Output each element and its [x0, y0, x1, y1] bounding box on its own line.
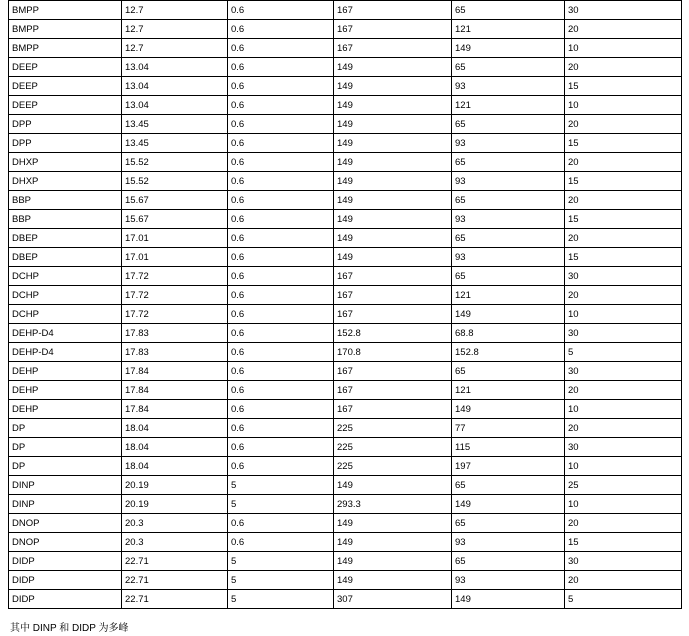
table-cell-compound: DBEP — [9, 229, 122, 248]
table-cell-collision_energy: 10 — [565, 457, 682, 476]
table-cell-qual_ion: 65 — [452, 58, 565, 77]
table-row — [9, 419, 682, 438]
table-cell-value3: 0.6 — [228, 324, 334, 343]
table-cell-retention_time: 15.52 — [122, 172, 228, 191]
table-cell-quant_ion: 149 — [334, 571, 452, 590]
table-cell-qual_ion: 152.8 — [452, 343, 565, 362]
table-cell-value3: 0.6 — [228, 134, 334, 153]
table-cell-retention_time: 18.04 — [122, 457, 228, 476]
table-cell-collision_energy: 30 — [565, 552, 682, 571]
table-cell-collision_energy: 15 — [565, 248, 682, 267]
table-cell-retention_time: 17.83 — [122, 343, 228, 362]
table-row — [9, 324, 682, 343]
table-cell-value3: 0.6 — [228, 381, 334, 400]
table-cell-collision_energy: 30 — [565, 438, 682, 457]
table-cell-collision_energy: 20 — [565, 229, 682, 248]
table-row — [9, 305, 682, 324]
table-row — [9, 1, 682, 20]
table-cell-compound: DHXP — [9, 172, 122, 191]
table-cell-collision_energy: 10 — [565, 495, 682, 514]
table-cell-compound: DP — [9, 419, 122, 438]
table-cell-compound: DPP — [9, 134, 122, 153]
table-cell-qual_ion: 197 — [452, 457, 565, 476]
table-cell-compound: DEEP — [9, 96, 122, 115]
table-cell-qual_ion: 65 — [452, 514, 565, 533]
table-cell-quant_ion: 293.3 — [334, 495, 452, 514]
table-cell-collision_energy: 10 — [565, 39, 682, 58]
table-cell-value3: 0.6 — [228, 153, 334, 172]
table-cell-qual_ion: 65 — [452, 153, 565, 172]
table-cell-value3: 5 — [228, 552, 334, 571]
table-cell-qual_ion: 93 — [452, 172, 565, 191]
table-cell-quant_ion: 225 — [334, 438, 452, 457]
table-cell-collision_energy: 30 — [565, 324, 682, 343]
table-cell-retention_time: 22.71 — [122, 571, 228, 590]
table-cell-qual_ion: 65 — [452, 191, 565, 210]
table-cell-compound: DHXP — [9, 153, 122, 172]
table-cell-collision_energy: 20 — [565, 381, 682, 400]
table-cell-quant_ion: 225 — [334, 457, 452, 476]
table-cell-qual_ion: 93 — [452, 134, 565, 153]
table-cell-qual_ion: 121 — [452, 96, 565, 115]
table-cell-collision_energy: 5 — [565, 343, 682, 362]
table-cell-quant_ion: 149 — [334, 58, 452, 77]
table-row — [9, 381, 682, 400]
table-cell-collision_energy: 30 — [565, 267, 682, 286]
table-cell-qual_ion: 93 — [452, 533, 565, 552]
table-cell-value3: 0.6 — [228, 77, 334, 96]
table-cell-retention_time: 12.7 — [122, 1, 228, 20]
table-cell-quant_ion: 167 — [334, 305, 452, 324]
table-row — [9, 96, 682, 115]
table-cell-qual_ion: 93 — [452, 210, 565, 229]
table-cell-quant_ion: 149 — [334, 514, 452, 533]
table-cell-quant_ion: 149 — [334, 229, 452, 248]
table-cell-value3: 0.6 — [228, 210, 334, 229]
table-row — [9, 362, 682, 381]
table-cell-collision_energy: 20 — [565, 514, 682, 533]
table-cell-qual_ion: 121 — [452, 381, 565, 400]
table-cell-quant_ion: 170.8 — [334, 343, 452, 362]
table-row — [9, 248, 682, 267]
table-cell-qual_ion: 65 — [452, 1, 565, 20]
table-cell-quant_ion: 152.8 — [334, 324, 452, 343]
table-cell-value3: 0.6 — [228, 58, 334, 77]
table-cell-compound: DCHP — [9, 286, 122, 305]
table-row — [9, 438, 682, 457]
table-row — [9, 590, 682, 609]
table-cell-qual_ion: 65 — [452, 115, 565, 134]
table-cell-qual_ion: 149 — [452, 400, 565, 419]
table-row — [9, 153, 682, 172]
table-row — [9, 286, 682, 305]
table-body — [9, 1, 682, 609]
table-cell-quant_ion: 149 — [334, 153, 452, 172]
table-cell-retention_time: 20.19 — [122, 476, 228, 495]
table-cell-qual_ion: 149 — [452, 39, 565, 58]
table-cell-compound: BMPP — [9, 20, 122, 39]
table-row — [9, 229, 682, 248]
table-cell-value3: 0.6 — [228, 286, 334, 305]
table-cell-qual_ion: 93 — [452, 77, 565, 96]
table-cell-value3: 0.6 — [228, 419, 334, 438]
table-cell-value3: 0.6 — [228, 1, 334, 20]
data-table — [8, 0, 682, 609]
table-cell-retention_time: 17.83 — [122, 324, 228, 343]
table-cell-collision_energy: 25 — [565, 476, 682, 495]
table-cell-quant_ion: 149 — [334, 210, 452, 229]
table-cell-collision_energy: 15 — [565, 172, 682, 191]
table-cell-qual_ion: 149 — [452, 590, 565, 609]
table-cell-compound: DEHP-D4 — [9, 324, 122, 343]
table-cell-compound: DEHP-D4 — [9, 343, 122, 362]
table-cell-qual_ion: 149 — [452, 305, 565, 324]
table-cell-qual_ion: 77 — [452, 419, 565, 438]
table-cell-value3: 5 — [228, 590, 334, 609]
table-cell-retention_time: 12.7 — [122, 39, 228, 58]
table-cell-retention_time: 17.84 — [122, 400, 228, 419]
table-cell-value3: 5 — [228, 476, 334, 495]
table-cell-collision_energy: 20 — [565, 58, 682, 77]
table-cell-collision_energy: 10 — [565, 400, 682, 419]
table-cell-value3: 0.6 — [228, 438, 334, 457]
table-cell-qual_ion: 93 — [452, 248, 565, 267]
table-cell-collision_energy: 15 — [565, 77, 682, 96]
table-cell-quant_ion: 149 — [334, 77, 452, 96]
table-cell-quant_ion: 167 — [334, 39, 452, 58]
table-cell-compound: BBP — [9, 191, 122, 210]
table-cell-retention_time: 17.72 — [122, 286, 228, 305]
table-cell-qual_ion: 65 — [452, 552, 565, 571]
table-cell-retention_time: 15.67 — [122, 191, 228, 210]
table-cell-collision_energy: 20 — [565, 115, 682, 134]
table-cell-value3: 0.6 — [228, 343, 334, 362]
table-cell-compound: DPP — [9, 115, 122, 134]
table-cell-quant_ion: 307 — [334, 590, 452, 609]
table-cell-retention_time: 13.45 — [122, 115, 228, 134]
table-cell-value3: 0.6 — [228, 96, 334, 115]
table-cell-retention_time: 17.72 — [122, 267, 228, 286]
table-cell-quant_ion: 167 — [334, 20, 452, 39]
table-cell-quant_ion: 167 — [334, 400, 452, 419]
table-cell-qual_ion: 93 — [452, 571, 565, 590]
table-cell-qual_ion: 65 — [452, 362, 565, 381]
table-cell-value3: 0.6 — [228, 172, 334, 191]
table-cell-quant_ion: 167 — [334, 362, 452, 381]
table-row — [9, 172, 682, 191]
table-cell-collision_energy: 15 — [565, 210, 682, 229]
table-cell-retention_time: 13.45 — [122, 134, 228, 153]
table-cell-retention_time: 20.3 — [122, 514, 228, 533]
table-row — [9, 134, 682, 153]
table-cell-compound: DEEP — [9, 58, 122, 77]
table-cell-collision_energy: 5 — [565, 590, 682, 609]
table-cell-quant_ion: 167 — [334, 286, 452, 305]
table-cell-value3: 0.6 — [228, 533, 334, 552]
table-cell-collision_energy: 30 — [565, 362, 682, 381]
table-cell-collision_energy: 30 — [565, 1, 682, 20]
table-cell-compound: DINP — [9, 495, 122, 514]
table-cell-compound: BMPP — [9, 39, 122, 58]
table-cell-collision_energy: 10 — [565, 305, 682, 324]
table-cell-value3: 0.6 — [228, 20, 334, 39]
table-cell-quant_ion: 149 — [334, 552, 452, 571]
table-cell-qual_ion: 115 — [452, 438, 565, 457]
table-cell-retention_time: 17.84 — [122, 381, 228, 400]
table-cell-compound: DP — [9, 438, 122, 457]
table-cell-value3: 0.6 — [228, 191, 334, 210]
table-cell-collision_energy: 15 — [565, 533, 682, 552]
table-cell-retention_time: 13.04 — [122, 96, 228, 115]
table-cell-qual_ion: 149 — [452, 495, 565, 514]
table-row — [9, 191, 682, 210]
table-cell-value3: 0.6 — [228, 39, 334, 58]
table-cell-retention_time: 15.67 — [122, 210, 228, 229]
table-cell-qual_ion: 68.8 — [452, 324, 565, 343]
table-cell-retention_time: 17.01 — [122, 248, 228, 267]
table-cell-collision_energy: 20 — [565, 286, 682, 305]
table-cell-qual_ion: 65 — [452, 476, 565, 495]
table-cell-collision_energy: 20 — [565, 571, 682, 590]
table-cell-quant_ion: 167 — [334, 1, 452, 20]
table-row — [9, 571, 682, 590]
table-cell-qual_ion: 121 — [452, 286, 565, 305]
table-row — [9, 20, 682, 39]
table-row — [9, 552, 682, 571]
table-cell-retention_time: 13.04 — [122, 77, 228, 96]
table-row — [9, 533, 682, 552]
table-row — [9, 210, 682, 229]
table-cell-quant_ion: 167 — [334, 267, 452, 286]
table-cell-value3: 0.6 — [228, 229, 334, 248]
table-cell-compound: DINP — [9, 476, 122, 495]
table-cell-quant_ion: 149 — [334, 96, 452, 115]
table-row — [9, 58, 682, 77]
table-cell-value3: 0.6 — [228, 267, 334, 286]
table-cell-retention_time: 18.04 — [122, 419, 228, 438]
table-cell-retention_time: 15.52 — [122, 153, 228, 172]
table-cell-compound: DP — [9, 457, 122, 476]
table-cell-quant_ion: 149 — [334, 191, 452, 210]
table-cell-value3: 0.6 — [228, 514, 334, 533]
table-cell-quant_ion: 149 — [334, 476, 452, 495]
table-cell-qual_ion: 65 — [452, 267, 565, 286]
table-row — [9, 400, 682, 419]
table-row — [9, 115, 682, 134]
table-cell-compound: DEEP — [9, 77, 122, 96]
table-cell-value3: 0.6 — [228, 457, 334, 476]
table-cell-quant_ion: 149 — [334, 134, 452, 153]
table-cell-quant_ion: 149 — [334, 248, 452, 267]
table-cell-collision_energy: 20 — [565, 153, 682, 172]
table-cell-collision_energy: 20 — [565, 20, 682, 39]
table-cell-quant_ion: 225 — [334, 419, 452, 438]
table-cell-quant_ion: 149 — [334, 533, 452, 552]
table-cell-value3: 0.6 — [228, 400, 334, 419]
table-cell-retention_time: 13.04 — [122, 58, 228, 77]
table-cell-retention_time: 22.71 — [122, 590, 228, 609]
table-cell-compound: DNOP — [9, 533, 122, 552]
table-cell-retention_time: 20.3 — [122, 533, 228, 552]
table-cell-quant_ion: 149 — [334, 115, 452, 134]
table-cell-compound: DIDP — [9, 571, 122, 590]
table-cell-compound: BMPP — [9, 1, 122, 20]
table-row — [9, 476, 682, 495]
table-cell-value3: 0.6 — [228, 248, 334, 267]
table-cell-value3: 5 — [228, 495, 334, 514]
table-row — [9, 39, 682, 58]
table-cell-compound: BBP — [9, 210, 122, 229]
table-cell-value3: 5 — [228, 571, 334, 590]
table-cell-collision_energy: 10 — [565, 96, 682, 115]
table-row — [9, 267, 682, 286]
table-cell-value3: 0.6 — [228, 115, 334, 134]
table-note: 其中 DINP 和 DIDP 为多峰 — [10, 623, 129, 634]
table-cell-retention_time: 20.19 — [122, 495, 228, 514]
table-cell-retention_time: 22.71 — [122, 552, 228, 571]
table-row — [9, 77, 682, 96]
table-cell-collision_energy: 20 — [565, 419, 682, 438]
table-cell-compound: DEHP — [9, 381, 122, 400]
table-row — [9, 343, 682, 362]
table-cell-collision_energy: 20 — [565, 191, 682, 210]
table-cell-qual_ion: 65 — [452, 229, 565, 248]
table-cell-retention_time: 17.01 — [122, 229, 228, 248]
table-row — [9, 457, 682, 476]
table-cell-quant_ion: 167 — [334, 381, 452, 400]
table-cell-qual_ion: 121 — [452, 20, 565, 39]
table-cell-value3: 0.6 — [228, 362, 334, 381]
table-cell-compound: DNOP — [9, 514, 122, 533]
table-row — [9, 514, 682, 533]
table-row — [9, 495, 682, 514]
table-cell-retention_time: 17.84 — [122, 362, 228, 381]
table-cell-quant_ion: 149 — [334, 172, 452, 191]
table-cell-retention_time: 12.7 — [122, 20, 228, 39]
table-cell-compound: DCHP — [9, 305, 122, 324]
table-cell-retention_time: 17.72 — [122, 305, 228, 324]
table-cell-compound: DIDP — [9, 590, 122, 609]
table-cell-compound: DIDP — [9, 552, 122, 571]
table-cell-compound: DCHP — [9, 267, 122, 286]
table-cell-retention_time: 18.04 — [122, 438, 228, 457]
table-cell-compound: DBEP — [9, 248, 122, 267]
table-cell-compound: DEHP — [9, 400, 122, 419]
table-cell-value3: 0.6 — [228, 305, 334, 324]
table-cell-collision_energy: 15 — [565, 134, 682, 153]
table-cell-compound: DEHP — [9, 362, 122, 381]
